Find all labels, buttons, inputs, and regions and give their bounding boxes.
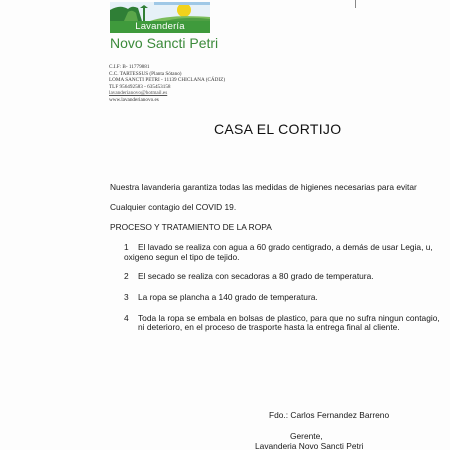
scan-artifact xyxy=(355,0,356,8)
contact-phone: TLF 956492583 - 635453158 xyxy=(109,83,171,90)
list-item-text: oxigeno segun el tipo de tejido. xyxy=(124,252,240,262)
contact-website-link[interactable]: www.lavanderianovo.es xyxy=(109,96,159,103)
list-item xyxy=(124,271,374,282)
company-logo xyxy=(110,2,222,64)
list-item-text: Toda la ropa se embala en bolsas de plastico, para que no sufra ningun contagio, xyxy=(138,313,440,323)
list-item-text: ni deterioro, en el proceso de trasporte hasta la entrega final al cliente. xyxy=(138,322,400,332)
list-item-number: 3 xyxy=(124,292,129,302)
document-title: CASA EL CORTIJO xyxy=(214,121,342,137)
list-item-text: El lavado se realiza con agua a 60 grado centigrado, a demás de usar Legia, u, xyxy=(138,242,433,252)
list-item-continuation xyxy=(138,322,400,333)
logo-banner: Lavandería xyxy=(110,21,210,33)
list-item-number: 4 xyxy=(124,313,129,323)
list-item-number: 1 xyxy=(124,242,129,252)
contact-email-link[interactable]: lavanderianovo@hotmail.es xyxy=(109,90,168,97)
list-item-text: El secado se realiza con secadoras a 80 grado de temperatura. xyxy=(138,271,374,281)
list-item xyxy=(124,292,318,303)
contact-address-1: C.C. TARTESSUS (Planta Sótano) xyxy=(109,70,182,77)
contact-cif: C.I.F: B- 11779881 xyxy=(109,64,150,70)
signature-role: Gerente, xyxy=(290,431,323,441)
intro-line-1: Nuestra lavanderia garantiza todas las medidas de higienes necesarias para evitar xyxy=(110,182,417,192)
signature-signed-by: Fdo.: Carlos Fernandez Barreno xyxy=(269,410,390,420)
signature-company: Lavanderia Novo Sancti Petri xyxy=(255,441,364,451)
intro-line-2: Cualquier contagio del COVID 19. xyxy=(110,202,237,212)
list-item-continuation xyxy=(124,252,239,263)
contact-address-2: LOMA SANCTI PETRI - 11139 CHICLANA (CÁDIZ) xyxy=(109,77,226,84)
list-item-text: La ropa se plancha a 140 grado de temperatura. xyxy=(138,292,318,302)
list-item-number: 2 xyxy=(124,271,129,281)
logo-company-name: Novo Sancti Petri xyxy=(110,35,219,51)
contact-block xyxy=(109,64,225,104)
section-heading: PROCESO Y TRATAMIENTO DE LA ROPA xyxy=(110,222,272,232)
